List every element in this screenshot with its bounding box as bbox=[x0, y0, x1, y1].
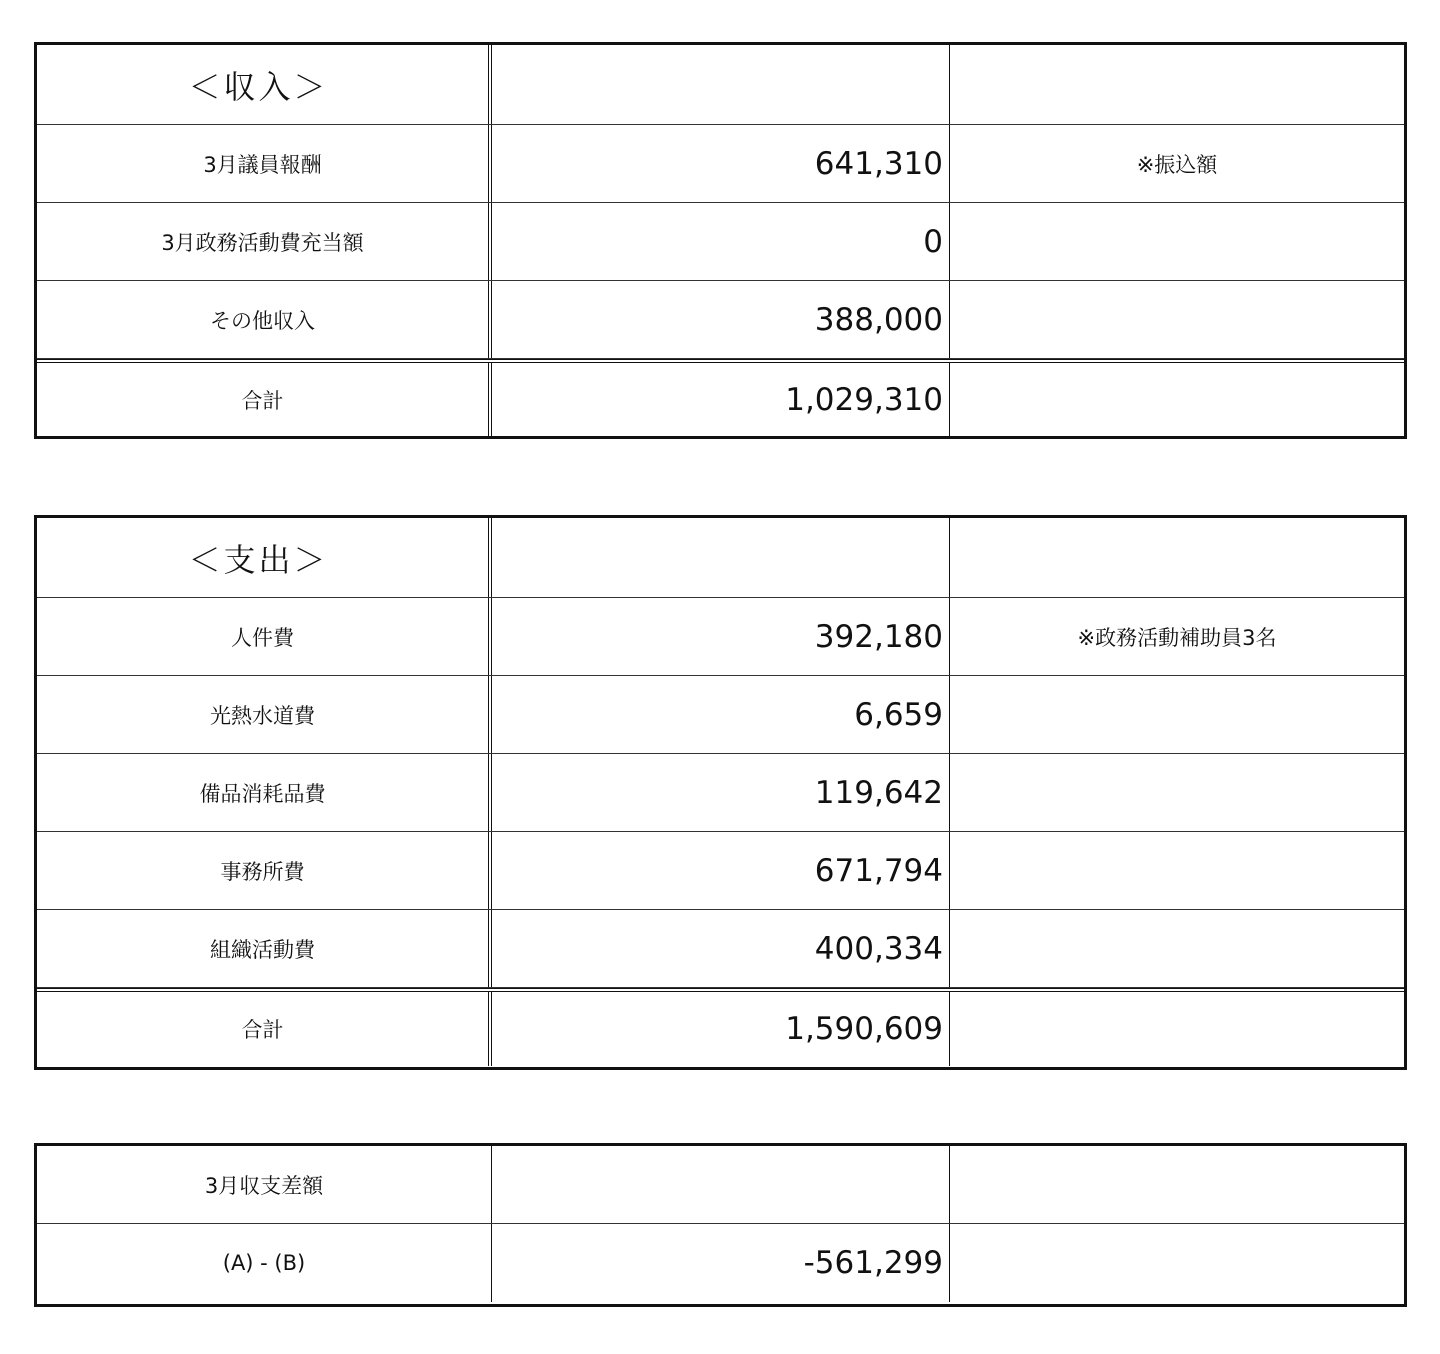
expense-row-amount: 671,794 bbox=[492, 832, 950, 909]
expense-row-label: 人件費 bbox=[37, 598, 492, 675]
income-row-amount: 641,310 bbox=[492, 125, 950, 202]
income-row-note bbox=[950, 281, 1404, 358]
expense-row bbox=[37, 832, 1404, 910]
expense-row bbox=[37, 676, 1404, 754]
balance-table bbox=[34, 1143, 1407, 1307]
income-total-note bbox=[950, 363, 1404, 437]
income-row-amount: 388,000 bbox=[492, 281, 950, 358]
balance-title: 3月収支差額 bbox=[37, 1146, 492, 1223]
expense-heading-row bbox=[37, 518, 1404, 598]
income-row-note: ※振込額 bbox=[1136, 152, 1218, 177]
income-table bbox=[34, 42, 1407, 439]
expense-total-label: 合計 bbox=[37, 992, 492, 1066]
income-heading-row bbox=[37, 45, 1404, 125]
expense-row-note bbox=[950, 754, 1404, 831]
expense-row bbox=[37, 910, 1404, 988]
expense-row-amount: 6,659 bbox=[492, 676, 950, 753]
income-row-label: 3月政務活動費充当額 bbox=[37, 203, 492, 280]
income-row-amount: 0 bbox=[492, 203, 950, 280]
income-row-label: 3月議員報酬 bbox=[37, 125, 492, 202]
income-total-row bbox=[37, 359, 1404, 437]
balance-note-cell bbox=[950, 1224, 1404, 1302]
expense-heading: ＜支出＞ bbox=[37, 518, 492, 597]
expense-row-amount: 392,180 bbox=[492, 598, 950, 675]
income-row-note bbox=[950, 203, 1404, 280]
expense-row-note: ※政務活動補助員3名 bbox=[1077, 625, 1277, 650]
expense-total-row bbox=[37, 988, 1404, 1066]
expense-row-note bbox=[950, 910, 1404, 987]
expense-heading-amount-cell bbox=[492, 518, 950, 597]
income-heading-note-cell bbox=[950, 45, 1404, 124]
expense-row bbox=[37, 598, 1404, 676]
balance-title-row bbox=[37, 1146, 1404, 1224]
income-total-label: 合計 bbox=[37, 363, 492, 437]
expense-total-note bbox=[950, 992, 1404, 1066]
income-row bbox=[37, 203, 1404, 281]
income-row bbox=[37, 281, 1404, 359]
balance-title-note-cell bbox=[950, 1146, 1404, 1223]
expense-row bbox=[37, 754, 1404, 832]
expense-table bbox=[34, 515, 1407, 1070]
expense-row-label: 備品消耗品費 bbox=[37, 754, 492, 831]
balance-value-row bbox=[37, 1224, 1404, 1302]
expense-row-label: 組織活動費 bbox=[37, 910, 492, 987]
expense-row-note bbox=[950, 832, 1404, 909]
income-row-label: その他収入 bbox=[37, 281, 492, 358]
balance-title-amount-cell bbox=[492, 1146, 950, 1223]
income-row bbox=[37, 125, 1404, 203]
income-heading-amount-cell bbox=[492, 45, 950, 124]
balance-amount: -561,299 bbox=[492, 1224, 950, 1302]
expense-row-label: 事務所費 bbox=[37, 832, 492, 909]
expense-row-note bbox=[950, 676, 1404, 753]
income-heading: ＜収入＞ bbox=[37, 45, 492, 124]
expense-row-amount: 400,334 bbox=[492, 910, 950, 987]
expense-heading-note-cell bbox=[950, 518, 1404, 597]
expense-row-label: 光熱水道費 bbox=[37, 676, 492, 753]
expense-row-amount: 119,642 bbox=[492, 754, 950, 831]
expense-total-amount: 1,590,609 bbox=[492, 992, 950, 1066]
balance-formula-label: (A) - (B) bbox=[37, 1224, 492, 1302]
income-total-amount: 1,029,310 bbox=[492, 363, 950, 437]
